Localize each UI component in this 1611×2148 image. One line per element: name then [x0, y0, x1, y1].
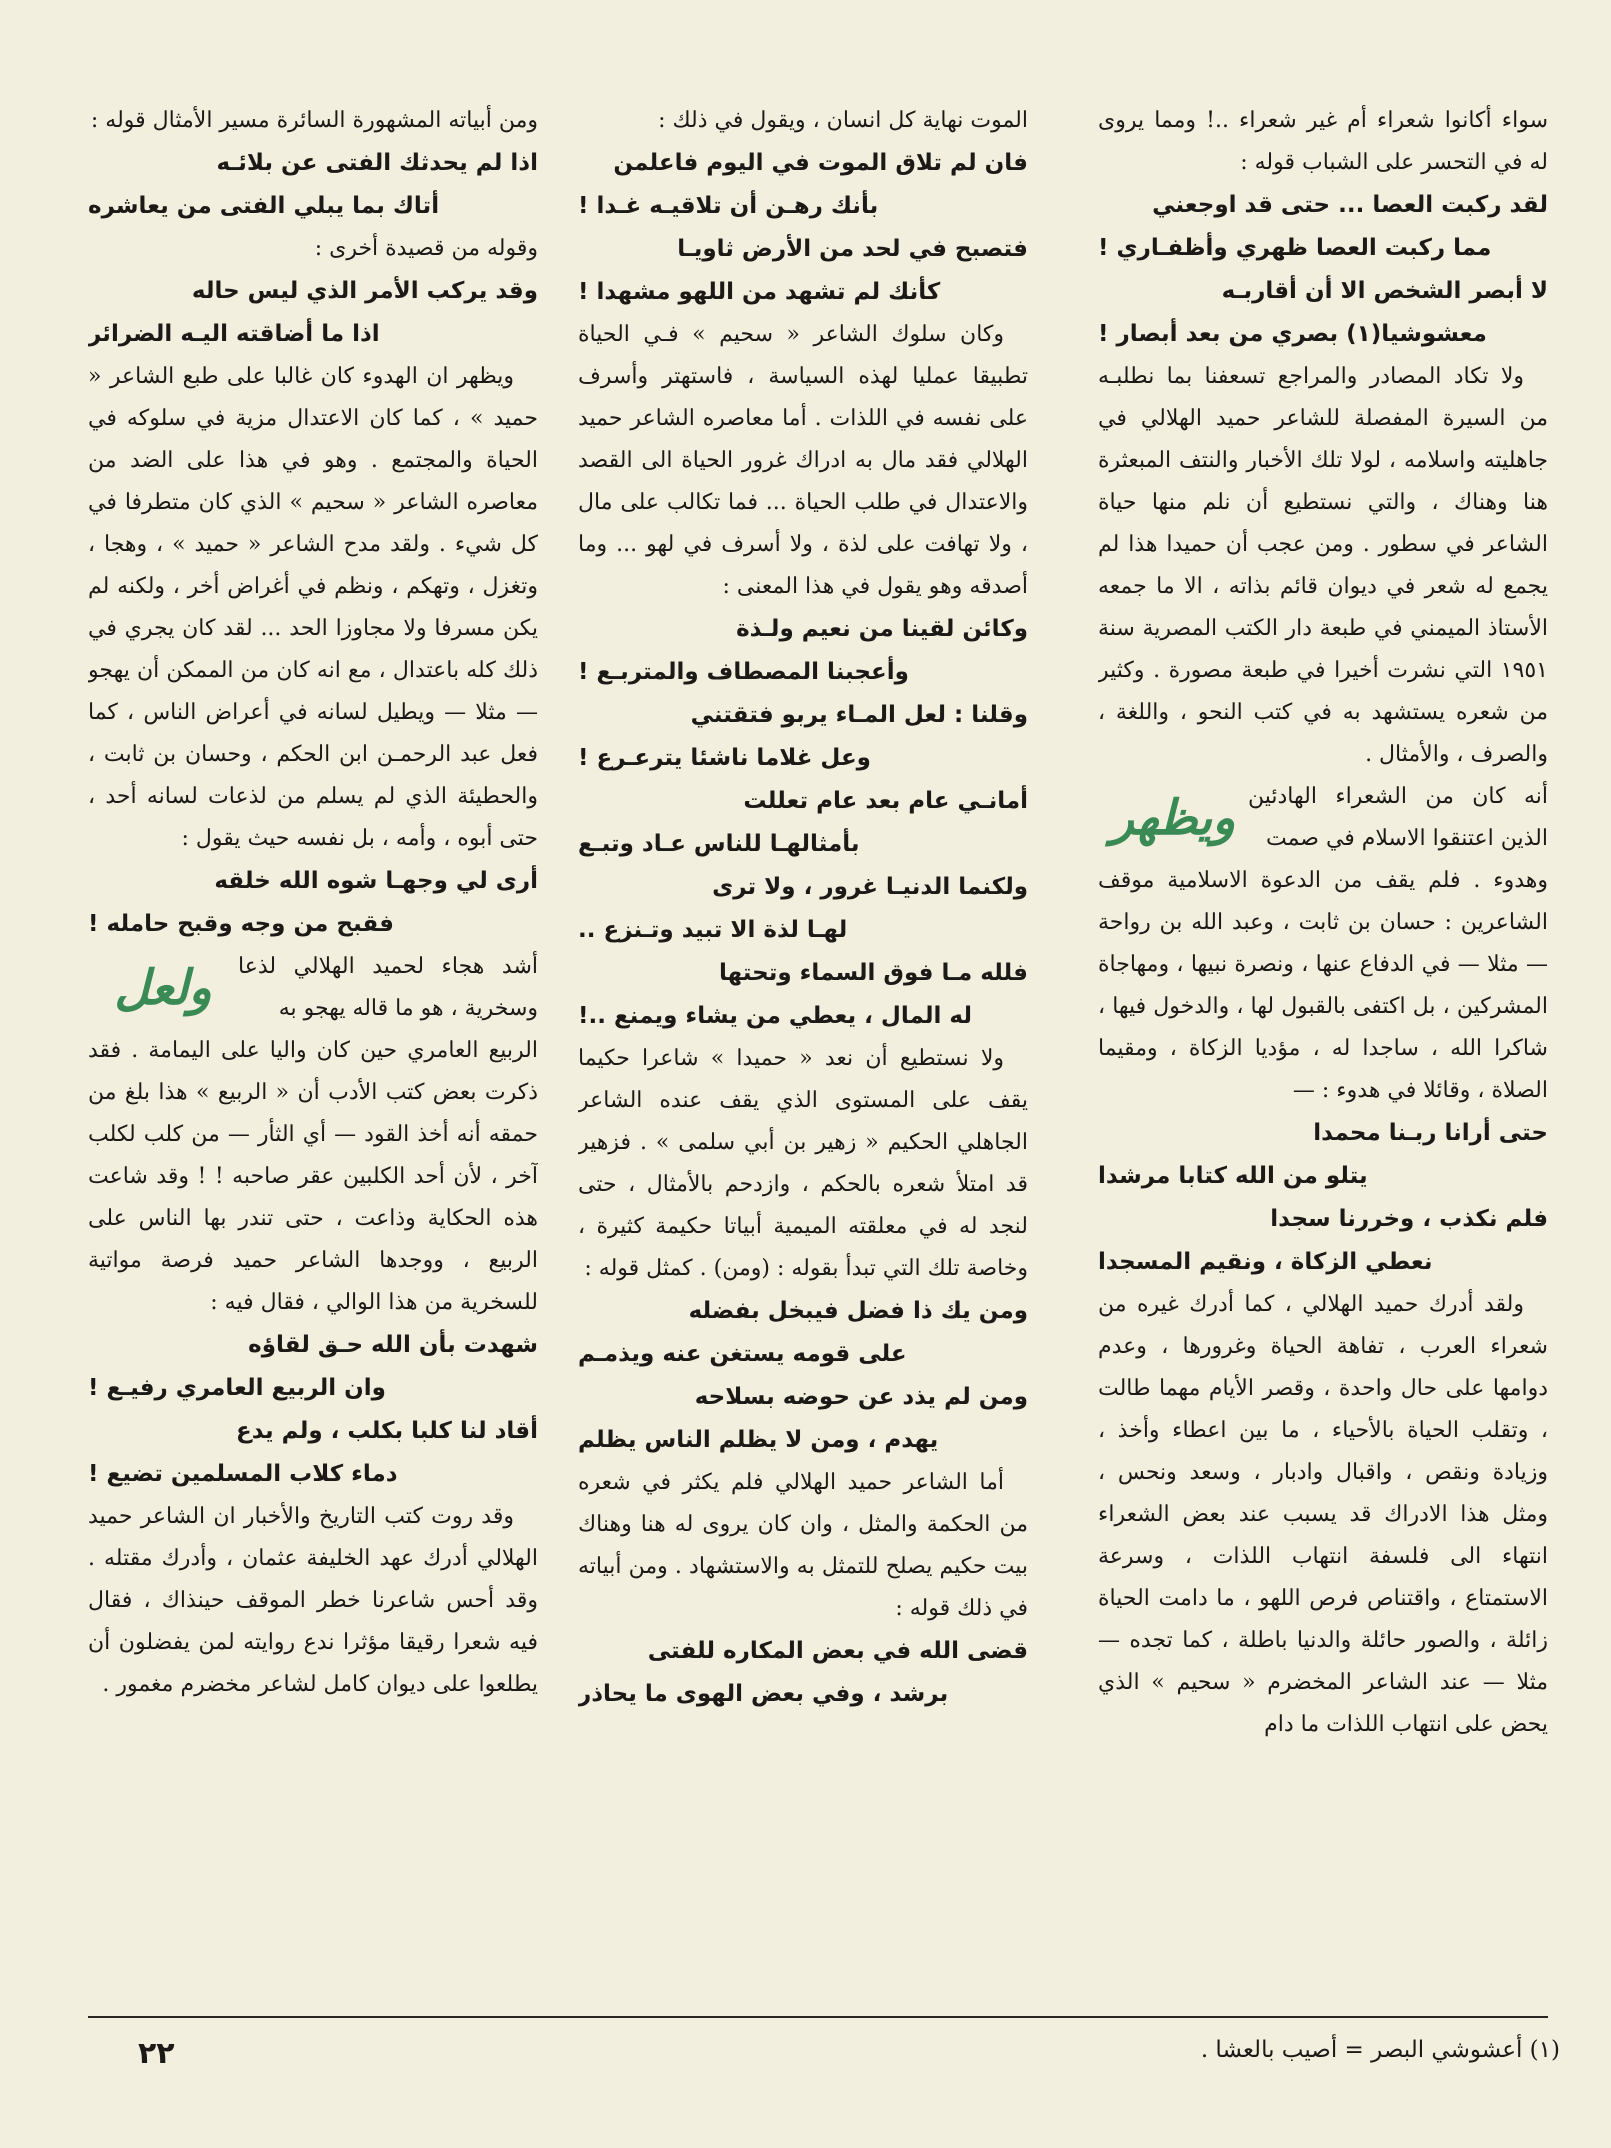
- decorative-lead-word: ويظهر: [1110, 790, 1236, 846]
- verse-line: فتصبح في لحد من الأرض ثاويـا: [677, 236, 1028, 262]
- verse-line: لهـا لذة الا تبيد وتـنزع ..: [578, 917, 848, 943]
- verse-line: وأعجبنا المصطاف والمتربـع !: [578, 659, 909, 685]
- paragraph: وقوله من قصيدة أخرى :: [314, 236, 538, 261]
- text-column-middle: [578, 100, 1028, 2000]
- verse-line: وعل غلاما ناشئا يترعـرع !: [578, 745, 871, 771]
- verse-line: بأمثالهـا للناس عـاد وتبـع: [578, 831, 860, 857]
- verse-line: لا أبصر الشخص الا أن أقاربـه: [1221, 278, 1548, 304]
- verse-line: لقد ركبت العصا ... حتى قد اوجعني: [1152, 192, 1548, 218]
- verse-line: فلم نكذب ، وخررنا سجدا: [1270, 1206, 1548, 1232]
- verse-line: وقلنا : لعل المـاء يربو فتقتني: [690, 702, 1028, 728]
- section-lead: [1098, 776, 1548, 860]
- footer-rule: [88, 2016, 1548, 2018]
- paragraph: ويظهر ان الهدوء كان غالبا على طبع الشاعر « حميد » ، كما كان الاعتدال مزية في سلوكه في الحياة والمجتمع . وهو في هذا على الضد من معاصره الشاعر « سحيم » الذي كان متطرفا في كل شيء . ولقد مدح الشاعر « حميد » ، وهجا ، وتغزل ، وتهكم ، ونظم في أغراض أخر ، ولكنه لم يكن مسرفا ولا مجاوزا الحد ... لقد كان يجري في ذلك كله باعتدال ، مع انه كان من الممكن أن يهجو — مثلا — ويطيل لسانه في أعراض الناس ، كما فعل عبد الرحمـن ابن الحكم ، وحسان بن ثابت ، والحطيئة الذي لم يسلم من لذعات لسانه أحد ، حتى أبوه ، وأمه ، بل نفسه حيث يقول :: [88, 364, 538, 851]
- decorative-lead-word: ولعل: [114, 960, 212, 1016]
- verse-line: حتى أرانا ربـنا محمدا: [1313, 1120, 1548, 1146]
- section-lead-text: أشد هجاء لحميد الهلالي لذعا وسخرية ، هو ما قاله يهجو به: [238, 954, 538, 1021]
- verse-line: ولكنما الدنيـا غرور ، ولا ترى: [712, 874, 1028, 900]
- verse-line: معشوشيا(١) بصري من بعد أبصار !: [1098, 321, 1487, 347]
- verse-line: شهدت بأن الله حـق لقاؤه: [248, 1332, 538, 1358]
- verse-line: فان لم تلاق الموت في اليوم فاعلمن: [613, 150, 1028, 176]
- paragraph: ولا نستطيع أن نعد « حميدا » شاعرا حكيما يقف على المستوى الذي يقف عنده الشاعر الجاهلي الحكيم « زهير بن أبي سلمى » . فزهير قد امتلأ شعره بالحكم ، وازدحم بالأمثال ، حتى لنجد له في معلقته الميمية أبياتا حكيمة كثيرة ، وخاصة تلك التي تبدأ بقوله : (ومن) . كمثل قوله :: [578, 1046, 1028, 1281]
- footnote: (١) أعشوشي البصر = أصيب بالعشا .: [1200, 2037, 1560, 2063]
- verse-line: نعطي الزكاة ، ونقيم المسجدا: [1098, 1249, 1433, 1275]
- verse-line: قضى الله في بعض المكاره للفتى: [647, 1638, 1028, 1664]
- verse-line: أرى لي وجهـا شوه الله خلقه: [214, 868, 538, 894]
- verse-line: أقاد لنا كلبا بكلب ، ولم يدع: [236, 1418, 538, 1444]
- text-column-left: [88, 100, 538, 2000]
- verse-line: له المال ، يعطي من يشاء ويمنع ..!: [578, 1003, 972, 1029]
- paragraph: ومن أبياته المشهورة السائرة مسير الأمثال قوله :: [90, 108, 538, 133]
- section-lead: [88, 946, 538, 1030]
- verse-line: برشد ، وفي بعض الهوى ما يحاذر: [578, 1681, 949, 1707]
- paragraph: ولقد أدرك حميد الهلالي ، كما أدرك غيره من شعراء العرب ، تفاهة الحياة وغرورها ، وعدم دوامها على حال واحدة ، وقصر الأيام مهما طالت ، وتقلب الحياة بالأحياء ، ما بين اعطاء وأخذ ، وزيادة ونقص ، واقبال وادبار ، وسعد ونحس ، ومثل هذا الادراك قد يسبب عند بعض الشعراء انتهاء الى فلسفة انتهاب اللذات ، وسرعة الاستمتاع ، واقتناص فرص اللهو ، ما دامت الحياة زائلة ، والصور حائلة والدنيا باطلة ، كما تجده — مثلا — عند الشاعر المخضرم « سحيم » الذي يحض على انتهاب اللذات ما دام: [1098, 1292, 1548, 1737]
- paragraph: وهدوء . فلم يقف من الدعوة الاسلامية موقف الشاعرين : حسان بن ثابت ، وعبد الله بن رواحة — مثلا — في الدفاع عنها ، ونصرة نبيها ، ومهاجاة المشركين ، بل اكتفى بالقبول لها ، والدخول فيها ، شاكرا الله ، ساجدا له ، مؤديا الزكاة ، ومقيما الصلاة ، وقائلا في هدوء : —: [1098, 868, 1548, 1103]
- paragraph: الربيع العامري حين كان واليا على اليمامة . فقد ذكرت بعض كتب الأدب أن « الربيع » هذا بلغ من حمقه أنه أخذ القود — أي الثأر — من كلب لكلب آخر ، لأن أحد الكلبين عقر صاحبه ! ! وقد شاعت هذه الحكاية وذاعت ، حتى تندر بها الناس على الربيع ، ووجدها الشاعر حميد فرصة مواتية للسخرية من هذا الوالي ، فقال فيه :: [88, 1038, 538, 1315]
- verse-line: فقبح من وجه وقبح حامله !: [88, 911, 394, 937]
- verse-line: بأنك رهـن أن تلاقيـه غـدا !: [578, 193, 879, 219]
- verse-line: دماء كلاب المسلمين تضيع !: [88, 1461, 398, 1487]
- verse-line: يتلو من الله كتابا مرشدا: [1098, 1163, 1368, 1189]
- verse-line: وقد يركب الأمر الذي ليس حاله: [191, 278, 538, 304]
- paragraph: ولا تكاد المصادر والمراجع تسعفنا بما نطلبـه من السيرة المفصلة للشاعر حميد الهلالي في جاهليته واسلامه ، لولا تلك الأخبار والنتف المبعثرة هنا وهناك ، والتي نستطيع أن نلم منها حياة الشاعر في سطور . ومن عجب أن حميدا هذا لم يجمع له شعر في ديوان قائم بذاته ، الا ما جمعه الأستاذ الميمني في طبعة دار الكتب المصرية سنة ١٩٥١ التي نشرت أخيرا في طبعة مصورة . وكثير من شعره يستشهد به في كتب النحو ، واللغة ، والصرف ، والأمثال .: [1098, 364, 1548, 767]
- verse-line: اذا لم يحدثك الفتى عن بلائـه: [216, 150, 538, 176]
- verse-line: على قومه يستغن عنه ويذمـم: [578, 1341, 907, 1367]
- page-number: ٢٢: [138, 2036, 175, 2071]
- verse-line: وان الربيع العامري رفيـع !: [88, 1375, 386, 1401]
- verse-line: ومن يك ذا فضل فيبخل بفضله: [688, 1298, 1028, 1324]
- verse-line: أتاك بما يبلي الفتى من يعاشره: [88, 193, 440, 219]
- paragraph: وكان سلوك الشاعر « سحيم » فـي الحياة تطبيقا عمليا لهذه السياسة ، فاستهتر وأسرف على نفسه في اللذات . أما معاصره الشاعر حميد الهلالي فقد مال به ادراك غرور الحياة الى القصد والاعتدال في طلب الحياة ... فما تكالب على مال ، ولا تهافت على لذة ، ولا أسرف في لهو ... وما أصدقه وهو يقول في هذا المعنى :: [578, 322, 1028, 599]
- verse-line: مما ركبت العصا ظهري وأظفـاري !: [1098, 235, 1492, 261]
- paragraph: وقد روت كتب التاريخ والأخبار ان الشاعر حميد الهلالي أدرك عهد الخليفة عثمان ، وأدرك مقتله . وقد أحس شاعرنا خطر الموقف حينذاك ، فقال فيه شعرا رقيقا مؤثرا ندع روايته لمن يفضلون أن يطلعوا على ديوان كامل لشاعر مخضرم مغمور .: [88, 1504, 538, 1697]
- paragraph: الموت نهاية كل انسان ، ويقول في ذلك :: [658, 108, 1028, 133]
- verse-line: كأنك لم تشهد من اللهو مشهدا !: [578, 279, 941, 305]
- verse-line: وكائن لقينا من نعيم ولـذة: [736, 616, 1028, 642]
- verse-line: فلله مـا فوق السماء وتحتها: [718, 960, 1028, 986]
- section-lead-text: أنه كان من الشعراء الهادئين الذين اعتنقوا الاسلام في صمت: [1248, 784, 1548, 851]
- text-column-right: [1098, 100, 1548, 2000]
- verse-line: ومن لم يذد عن حوضه بسلاحه: [694, 1384, 1028, 1410]
- verse-line: أمانـي عام بعد عام تعللت: [743, 788, 1028, 814]
- verse-line: اذا ما أضاقته اليـه الضرائر: [88, 321, 380, 347]
- verse-line: يهدم ، ومن لا يظلم الناس يظلم: [578, 1427, 939, 1453]
- paragraph: أما الشاعر حميد الهلالي فلم يكثر في شعره من الحكمة والمثل ، وان كان يروى له هنا وهناك بيت حكيم يصلح للتمثل به والاستشهاد . ومن أبياته في ذلك قوله :: [578, 1470, 1028, 1621]
- paragraph: سواء أكانوا شعراء أم غير شعراء ..! ومما يروى له في التحسر على الشباب قوله :: [1098, 108, 1548, 175]
